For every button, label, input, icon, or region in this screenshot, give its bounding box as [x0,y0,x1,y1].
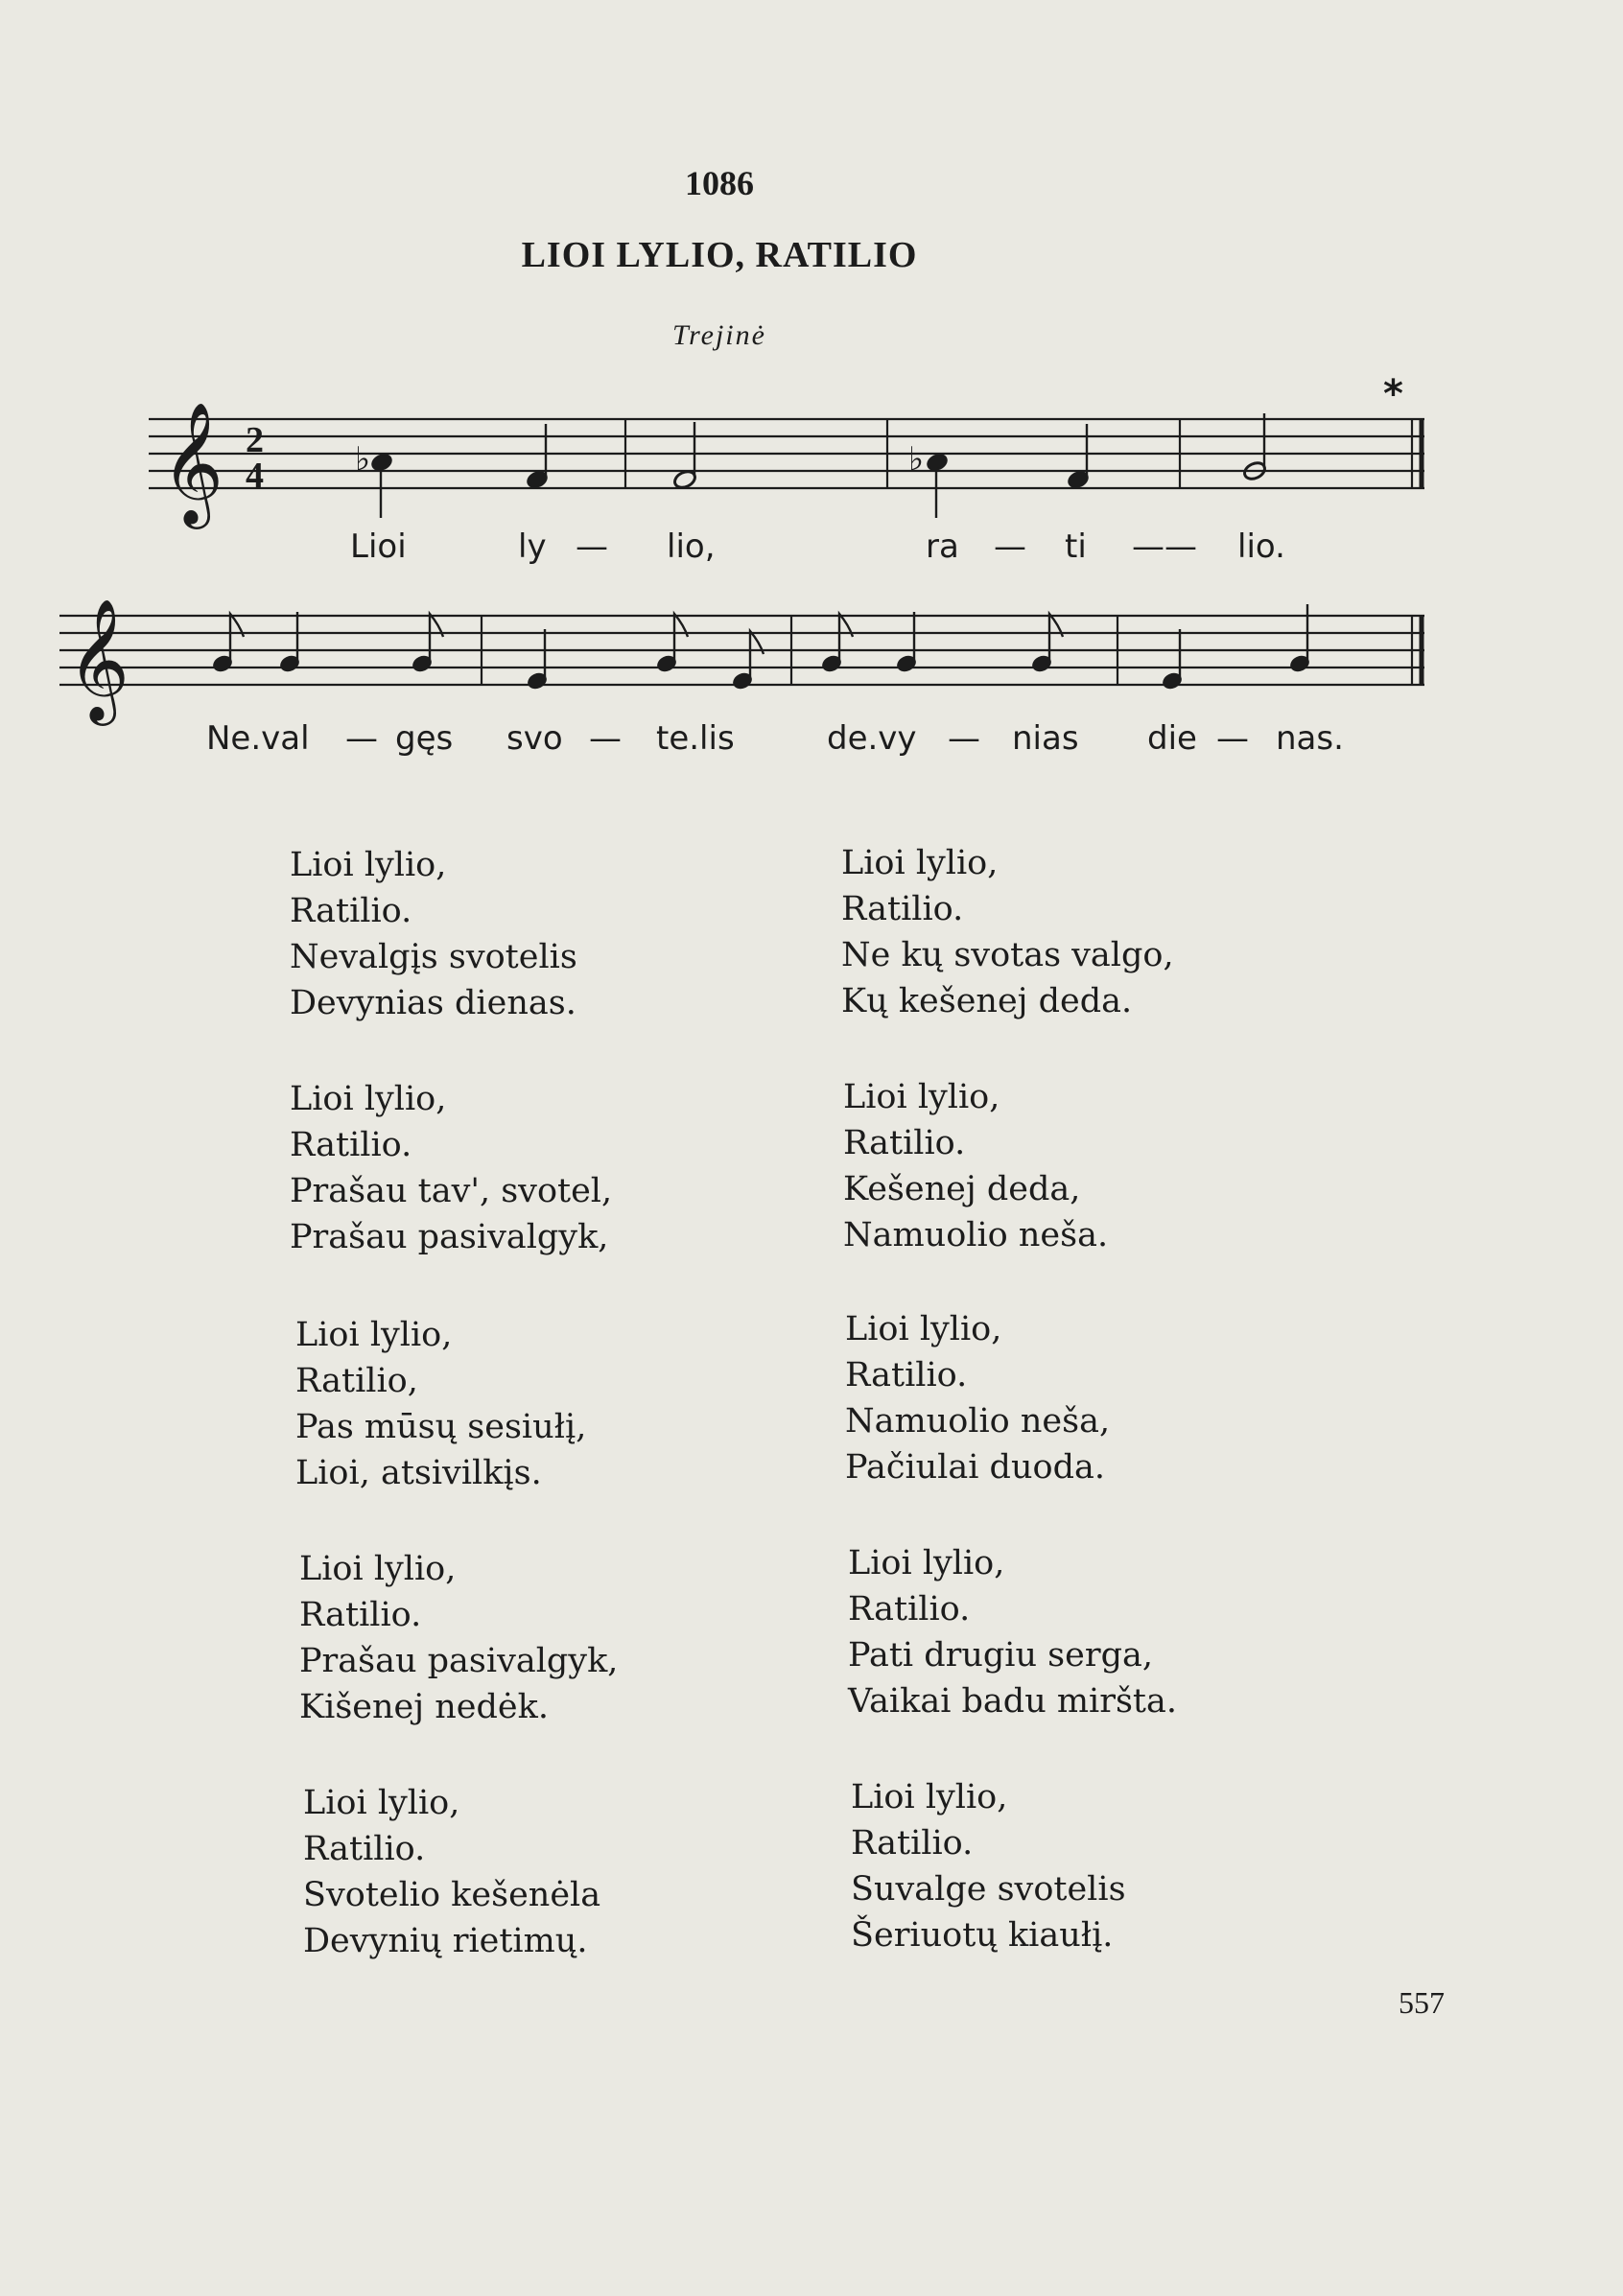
lyric-syllable: te.lis [656,719,735,758]
verse-line: Ratilio. [843,1124,966,1162]
stanza-8 [848,1540,1385,1724]
lyric-syllable: nas. [1276,719,1344,758]
verse-line: Lioi lylio, [841,844,999,882]
lyric-syllable: de.vy [827,719,917,758]
verse-line: Nevalgįs svotelis [290,938,577,976]
note-flag [839,614,853,662]
lyric-dash: — [589,719,622,758]
verse-line: Kešenej deda, [843,1170,1081,1208]
note-flag [230,614,244,662]
stanza-7 [299,1546,836,1730]
lyric-syllable: lio. [1237,527,1285,566]
song-title: LIOI LYLIO, RATILIO [521,235,918,275]
verse-line: Suvalge svotelis [851,1870,1126,1909]
verse-line: Ratilio. [851,1824,974,1863]
stanza-9 [303,1780,840,1964]
page-number: 557 [1399,1985,1445,2020]
flat-icon: ♭ [355,440,371,479]
verse-line: Lioi, atsivilkįs. [295,1454,542,1492]
verse-line: Ratilio. [303,1830,426,1868]
lyric-dash: — [345,719,378,758]
verse-line: Ratilio, [295,1362,418,1400]
note-flag [430,614,443,662]
lyric-syllable: svo [506,719,563,758]
verse-line: Pačiulai duoda. [845,1448,1105,1487]
song-number: 1086 [685,164,754,202]
lyric-syllable: ly [518,527,547,566]
verse-line: Lioi lylio, [299,1550,457,1588]
note-flag [674,614,688,662]
lyric-syllable: gęs [395,719,454,758]
verse-line: Namuolio neša, [845,1402,1111,1441]
time-signature-bottom: 4 [246,456,264,496]
lyric-syllable: ra [926,527,959,566]
verse-line: Lioi lylio, [290,846,447,884]
stanza-5 [295,1312,833,1496]
verse-line: Ratilio. [845,1356,968,1394]
lyric-syllable: nias [1012,719,1079,758]
lyric-dash: — [948,719,980,758]
music-notation [0,0,1623,767]
verse-line: Lioi lylio, [845,1310,1002,1348]
verse-line: Devynias dienas. [290,984,576,1022]
verse-line: Lioi lylio, [303,1784,460,1822]
verse-line: Lioi lylio, [290,1080,447,1118]
verse-line: Ne kų svotas valgo, [841,936,1174,974]
verse-line: Ratilio. [848,1590,971,1628]
verse-line: Namuolio neša. [843,1216,1109,1254]
stanza-4 [843,1074,1380,1258]
verse-line: Ratilio. [290,1126,412,1164]
time-signature-top: 2 [246,420,264,460]
stanza-6 [845,1306,1382,1490]
stanza-1 [290,842,827,1026]
lyric-syllable: Lioi [350,527,407,566]
note-flag [1049,614,1063,662]
lyric-dash: — [994,527,1026,566]
stanza-2 [841,840,1378,1024]
verse-line: Ratilio. [841,890,964,928]
verse-line: Svotelio kešenėla [303,1876,601,1914]
treble-clef-icon: 𝄞 [161,401,224,524]
staff-1 [149,419,1424,488]
verse-line: Ratilio. [299,1596,422,1634]
lyric-syllable: lio, [667,527,716,566]
verse-line: Prašau pasivalgyk, [290,1218,609,1256]
verse-line: Lioi lylio, [848,1544,1005,1582]
lyric-syllable: Ne.val [206,719,310,758]
verse-line: Ratilio. [290,892,412,930]
verse-line: Kų kešenej deda. [841,982,1133,1020]
verse-line: Lioi lylio, [295,1316,453,1354]
stanza-10 [851,1774,1388,1958]
treble-clef-icon: 𝄞 [67,597,130,720]
lyric-syllable: ti [1065,527,1087,566]
verse-line: Prašau pasivalgyk, [299,1642,619,1680]
lyric-dash: —— [1132,527,1197,566]
verse-line: Devynių rietimų. [303,1922,588,1960]
note-flag [750,631,764,679]
verse-line: Prašau tav', svotel, [290,1172,613,1210]
verse-line: Lioi lylio, [851,1778,1008,1816]
verse-line: Pas mūsų sesiułį, [295,1408,587,1446]
verse-line: Pati drugiu serga, [848,1636,1153,1675]
verse-line: Lioi lylio, [843,1078,1000,1116]
meter-label: Trejinė [672,319,766,351]
verse-line: Kišenej nedėk. [299,1688,549,1726]
flat-icon: ♭ [908,440,925,479]
verse-line: Šeriuotų kiaułį. [851,1916,1114,1955]
lyric-dash: — [1216,719,1249,758]
asterisk-marker: * [1383,372,1403,416]
lyric-dash: — [576,527,608,566]
lyric-syllable: die [1147,719,1197,758]
verse-line: Vaikai badu miršta. [848,1682,1177,1721]
stanza-3 [290,1076,827,1260]
